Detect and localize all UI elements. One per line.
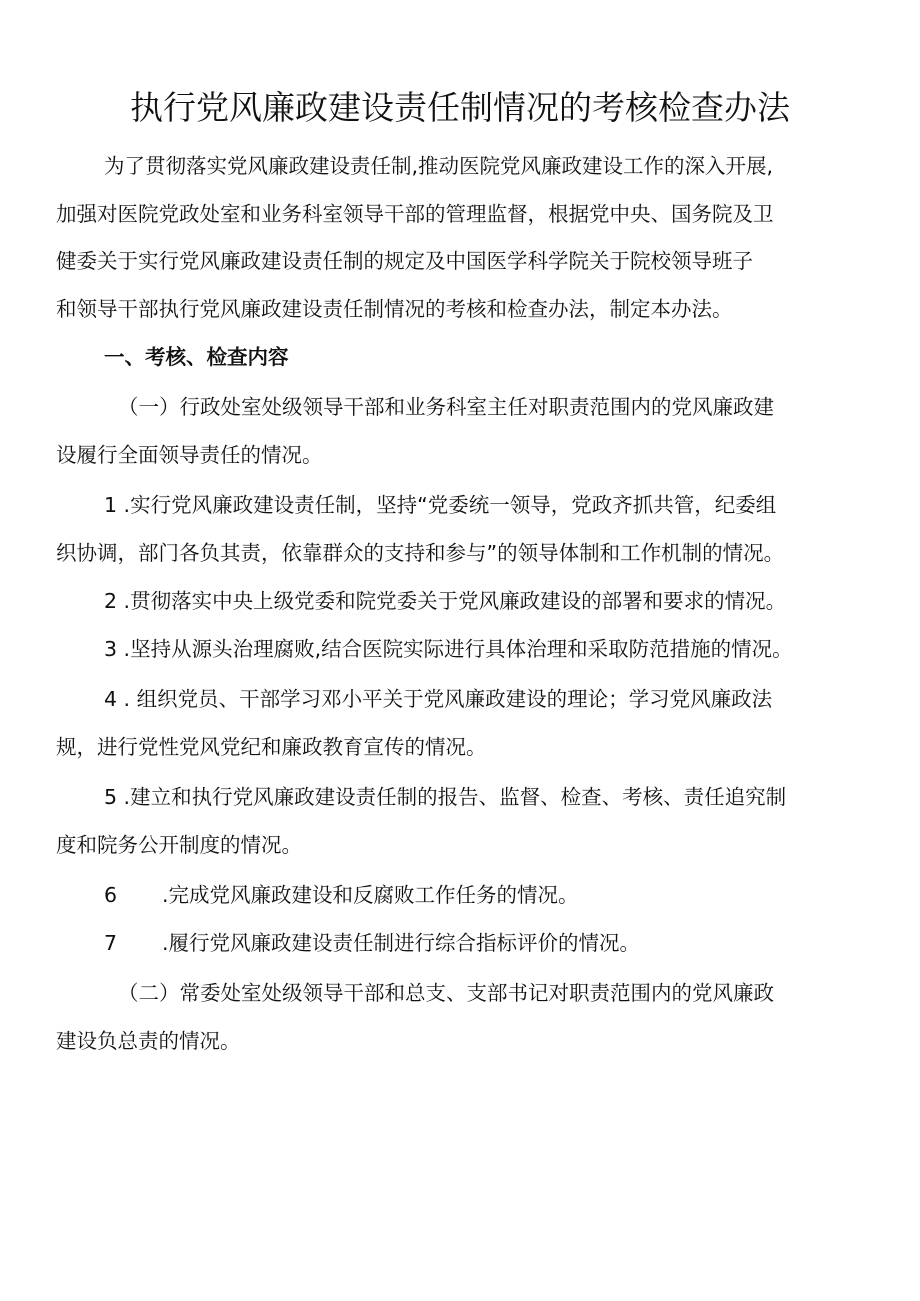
item-2: 2 .贯彻落实中央上级党委和院党委关于党风廉政建设的部署和要求的情况。	[104, 589, 787, 613]
intro-line-3: 健委关于实行党风廉政建设责任制的规定及中国医学科学院关于院校领导班子	[56, 249, 753, 273]
subsection-2-line-1: （二）常委处室处级领导干部和总支、支部书记对职责范围内的党风廉政	[118, 981, 774, 1005]
intro-line-1: 为了贯彻落实党风廉政建设责任制,推动医院党风廉政建设工作的深入开展,	[104, 154, 774, 178]
subsection-2-line-2: 建设负总责的情况。	[56, 1029, 241, 1053]
item-5-line-1: 5 .建立和执行党风廉政建设责任制的报告、监督、检查、考核、责任追究制	[104, 785, 787, 809]
item-6-text: .完成党风廉政建设和反腐败工作任务的情况。	[162, 883, 579, 907]
item-7-number: 7	[104, 931, 118, 955]
item-1-line-1: 1 .实行党风廉政建设责任制，坚持“党委统一领导，党政齐抓共管，纪委组	[104, 493, 777, 517]
item-7-text: .履行党风廉政建设责任制进行综合指标评价的情况。	[162, 931, 641, 955]
intro-line-2: 加强对医院党政处室和业务科室领导干部的管理监督，根据党中央、国务院及卫	[56, 202, 774, 226]
item-5-line-2: 度和院务公开制度的情况。	[56, 833, 302, 857]
intro-line-4: 和领导干部执行党风廉政建设责任制情况的考核和检查办法，制定本办法。	[56, 297, 733, 321]
item-4-line-1: 4 . 组织党员、干部学习邓小平关于党风廉政建设的理论；学习党风廉政法	[104, 687, 773, 711]
subsection-1-line-1: （一）行政处室处级领导干部和业务科室主任对职责范围内的党风廉政建	[118, 395, 774, 419]
item-4-line-2: 规，进行党性党风党纪和廉政教育宣传的情况。	[56, 735, 487, 759]
item-1-line-2: 织协调，部门各负其责，依靠群众的支持和参与”的领导体制和工作机制的情况。	[56, 541, 785, 565]
section-heading: 一、考核、检查内容	[104, 345, 289, 369]
document-title: 执行党风廉政建设责任制情况的考核检查办法	[130, 88, 790, 127]
item-6-number: 6	[104, 883, 118, 907]
item-3: 3 .坚持从源头治理腐败,结合医院实际进行具体治理和采取防范措施的情况。	[104, 637, 793, 661]
subsection-1-line-2: 设履行全面领导责任的情况。	[56, 443, 323, 467]
